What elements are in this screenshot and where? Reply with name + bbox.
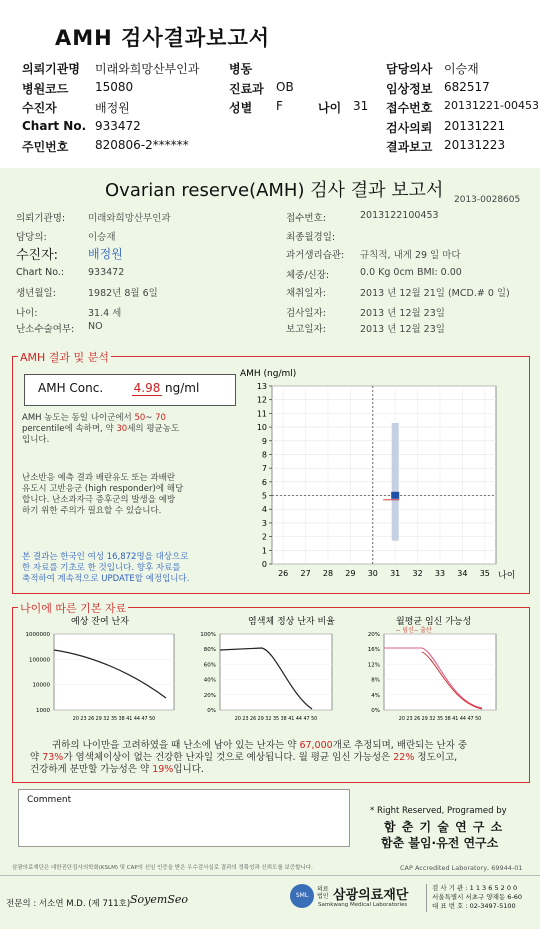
contact-line-2: 서울특별시 서초구 양재동 6-60: [432, 893, 523, 901]
rights-text: * Right Reserved, Programed by: [370, 806, 507, 816]
patient-value: 배정원: [95, 101, 130, 115]
doctor-label: 담당의사: [386, 62, 433, 76]
contact-divider: [426, 884, 427, 912]
x-tick-label: 30: [367, 569, 378, 578]
y-tick-label: 6: [261, 477, 267, 487]
org-name: 삼광의료재단: [333, 888, 409, 903]
left-field-value: 이승재: [88, 232, 116, 243]
org-english-name: Samkwang Medical Laboratories: [318, 902, 408, 908]
x-tick-label: 32: [412, 569, 423, 578]
mini-y-tick-label: 1000: [36, 708, 50, 714]
right-field-label: 검사일자:: [286, 308, 326, 319]
left-field-value: 31.4 세: [88, 308, 122, 319]
right-field-label: 과거생리습관:: [286, 250, 345, 261]
x-tick-label: 28: [322, 569, 334, 578]
mini-chart-frame: [54, 634, 174, 710]
hospital-code-value: 15080: [95, 80, 134, 94]
right-field-label: 채취일자:: [286, 288, 326, 299]
receipt-value: 20131221-00453: [444, 99, 539, 112]
left-field-label: 담당의:: [16, 232, 47, 243]
mini-chart-title: 염색체 정상 난자 비율: [248, 617, 335, 627]
left-field-label: Chart No.:: [16, 267, 65, 278]
ovarian-response-text: [22, 473, 247, 517]
age-mini-charts: [14, 612, 526, 732]
left-field-value: 배정원: [88, 247, 123, 261]
y-axis-label: AMH (ng/ml): [240, 369, 297, 379]
rrn-label: 주민번호: [22, 140, 69, 154]
x-tick-label: 31: [390, 569, 401, 578]
contact-line-3: 대 표 번 호 : 02-3497-5100: [432, 902, 516, 910]
hospital-code-label: 병원코드: [22, 82, 69, 96]
institution-value: 미래와희망산부인과: [95, 62, 200, 76]
y-tick-label: 9: [261, 436, 267, 446]
clinical-info-label: 임상정보: [386, 82, 433, 96]
amh-conc-value: 4.98: [133, 381, 161, 395]
right-field-value: 2013 년 12월 23일: [360, 308, 445, 319]
age-label: 나이: [318, 101, 342, 115]
certification-line: 삼광의료재단은 대한진단검사의학회(KSLM) 및 CAP의 신임 인증을 받은 우수검사실로 결과의 정확성과 신뢰도를 보증합니다.: [12, 865, 313, 871]
y-tick-label: 4: [261, 505, 267, 515]
mini-x-tick-labels: 20 23 26 29 32 35 38 41 44 47 50: [398, 717, 482, 722]
mini-x-tick-labels: 20 23 26 29 32 35 38 41 44 47 50: [234, 717, 318, 722]
mini-chart-title: 예상 잔여 난자: [71, 617, 129, 627]
x-tick-label: 35: [479, 569, 490, 578]
right-field-label: 최종월경일:: [286, 232, 336, 243]
age-value: 31: [353, 99, 369, 113]
request-date-label: 검사의뢰: [386, 121, 433, 135]
cap-text: CAP Accredited Laboratory, 69944-01: [400, 864, 523, 872]
mini-y-tick-label: 40%: [203, 677, 216, 684]
ward-label: 병동: [229, 62, 253, 76]
mini-y-tick-label: 4%: [371, 692, 380, 699]
right-field-value: 0.0 Kg 0cm BMI: 0.00: [360, 267, 462, 278]
data-source-line: 축적하여 계속적으로 UPDATE할 예정입니다.: [22, 574, 190, 584]
mini-y-tick-label: 10000: [32, 682, 50, 689]
signature: SoyemSeo: [130, 893, 188, 906]
right-field-label: 보고일자:: [286, 324, 326, 335]
left-field-label: 난소수술여부:: [16, 324, 75, 335]
mini-y-tick-label: 100%: [200, 632, 216, 638]
left-field-value: NO: [88, 321, 103, 332]
left-field-label: 의뢰기관명:: [16, 213, 66, 224]
contact-block: [432, 884, 522, 911]
amh-section-title: AMH 결과 및 분석: [20, 351, 109, 364]
ovarian-response-line: 하기 위한 주의가 필요할 수 있습니다.: [22, 506, 162, 516]
y-tick-label: 13: [256, 382, 267, 391]
comment-label: Comment: [27, 795, 72, 805]
right-field-label: 체중/신장:: [286, 270, 330, 281]
footer-divider: [0, 875, 540, 876]
y-tick-label: 1: [261, 546, 267, 556]
mini-y-tick-label: 12%: [367, 662, 380, 669]
report-date-value: 20131223: [444, 138, 506, 152]
y-tick-label: 8: [261, 450, 267, 460]
right-field-label: 접수번호:: [286, 213, 326, 224]
data-source-line: 한 자료를 기초로 한 것입니다. 향후 자료를: [22, 563, 181, 573]
institution-label: 의뢰기관명: [22, 62, 80, 76]
left-field-value: 933472: [88, 267, 125, 278]
amh-conc-label: AMH Conc.: [38, 381, 104, 395]
mini-y-tick-label: 1000000: [25, 632, 50, 638]
chart-value: 933472: [95, 119, 141, 133]
right-field-value: 2013122100453: [360, 210, 439, 221]
amh-percentile-text: AMH 농도는 동일 나이군에서 50~ 70 percentile에 속하며, 약 30세의 평균농도 입니다.: [22, 413, 180, 445]
mini-x-tick-labels: 20 23 26 29 32 35 38 41 44 47 50: [72, 717, 156, 722]
y-tick-label: 5: [261, 491, 267, 501]
y-tick-label: 12: [256, 395, 267, 405]
mini-chart-frame: [220, 634, 332, 710]
x-tick-label: 27: [300, 569, 311, 578]
amh-conc-unit: ng/ml: [165, 381, 200, 395]
mini-y-tick-label: 80%: [203, 647, 216, 654]
right-field-value: 2013 년 12월 23일: [360, 324, 445, 335]
request-date-value: 20131221: [444, 119, 506, 133]
signer-text: 전문의 : 서소연 M.D. (제 711호): [6, 899, 131, 909]
ovarian-response-line: 합니다. 난소과자극 증후군의 발생을 예방: [22, 495, 176, 505]
rrn-value: 820806-2******: [95, 138, 189, 152]
age-summary-text: 귀하의 나이만을 고려하였을 때 난소에 남아 있는 난자는 약 67,000개로 추정되며, 배란되는 난자 중 약 73%가 염색체이상이 없는 건강한 난자일 것으로 예상됩니다. 월 평균 임신 가능성은 22% 정도이고, 건강하게 분만할 가능성은 약 19%입니다.: [30, 740, 468, 775]
lab-name-2: 함춘 불임·유전 연구소: [381, 836, 499, 850]
chart-label: Chart No.: [22, 119, 87, 133]
mini-y-tick-label: 0%: [371, 708, 380, 714]
y-tick-label: 3: [261, 518, 267, 528]
department-label: 진료과: [229, 82, 264, 96]
receipt-label: 접수번호: [386, 101, 433, 115]
ovarian-response-line: 유도시 고반응군 (high responder)에 해당: [22, 484, 184, 494]
x-tick-label: 34: [457, 569, 468, 578]
x-axis-label: 나이: [498, 571, 516, 581]
clinical-info-value: 682517: [444, 80, 490, 94]
mini-y-tick-label: 0%: [207, 708, 216, 714]
y-tick-label: 7: [261, 464, 267, 474]
sml-logo-icon: SML: [290, 884, 314, 908]
sex-label: 성별: [229, 101, 253, 115]
x-tick-label: 26: [278, 569, 289, 578]
data-source-line: 본 결과는 한국인 여성 16,872명을 대상으로: [22, 552, 189, 562]
mini-y-tick-label: 60%: [203, 662, 216, 669]
y-tick-label: 2: [261, 532, 267, 542]
mini-y-tick-label: 20%: [203, 692, 216, 699]
x-tick-label: 33: [434, 569, 446, 578]
mini-y-tick-label: 100000: [29, 657, 50, 664]
y-tick-label: 10: [256, 423, 267, 433]
amh-age-chart: [236, 366, 522, 586]
right-field-value: 규칙적, 내게 29 일 마다: [360, 250, 461, 261]
left-field-label: 나이:: [16, 308, 38, 319]
y-tick-label: 11: [256, 409, 267, 419]
normal-range-bar: [392, 423, 399, 541]
mini-chart-title: 월평균 임신 가능성: [396, 617, 472, 627]
doctor-value: 이승재: [444, 62, 479, 76]
age-section-title: 나이에 따른 기본 자료: [20, 602, 127, 615]
mini-chart-legend: -- 임신-- 출산: [396, 627, 432, 634]
sex-value: F: [276, 99, 283, 113]
lab-name-1: 함 춘 기 술 연 구 소: [384, 820, 504, 834]
patient-data-point: [391, 492, 399, 499]
report-date-label: 결과보고: [386, 140, 433, 154]
left-field-label: 수진자:: [16, 248, 59, 263]
patient-label: 수진자: [22, 101, 57, 115]
left-field-value: 미래와희망산부인과: [88, 213, 171, 224]
department-value: OB: [276, 80, 294, 94]
left-field-label: 생년월일:: [16, 288, 56, 299]
org-small-label: 의료 법인: [317, 886, 329, 900]
report-title: AMH 검사결과보고서: [55, 26, 271, 50]
data-source-text: [22, 552, 247, 585]
right-field-value: 2013 년 12월 21일 (MCD.# 0 일): [360, 288, 510, 299]
report-heading: Ovarian reserve(AMH) 검사 결과 보고서: [105, 180, 444, 201]
y-tick-label: 0: [261, 560, 267, 569]
x-tick-label: 29: [345, 569, 356, 578]
document-number: 2013-0028605: [454, 195, 521, 205]
mini-y-tick-label: 20%: [367, 632, 380, 638]
mini-y-tick-label: 16%: [367, 647, 380, 654]
mini-y-tick-label: 8%: [371, 677, 380, 684]
contact-line-1: 검 사 기 관 : 1 1 3 6 5 2 0 0: [432, 884, 518, 892]
ovarian-response-line: 난소반응 예측 결과 배란유도 또는 과배란: [22, 473, 176, 483]
left-field-value: 1982년 8월 6일: [88, 288, 158, 299]
